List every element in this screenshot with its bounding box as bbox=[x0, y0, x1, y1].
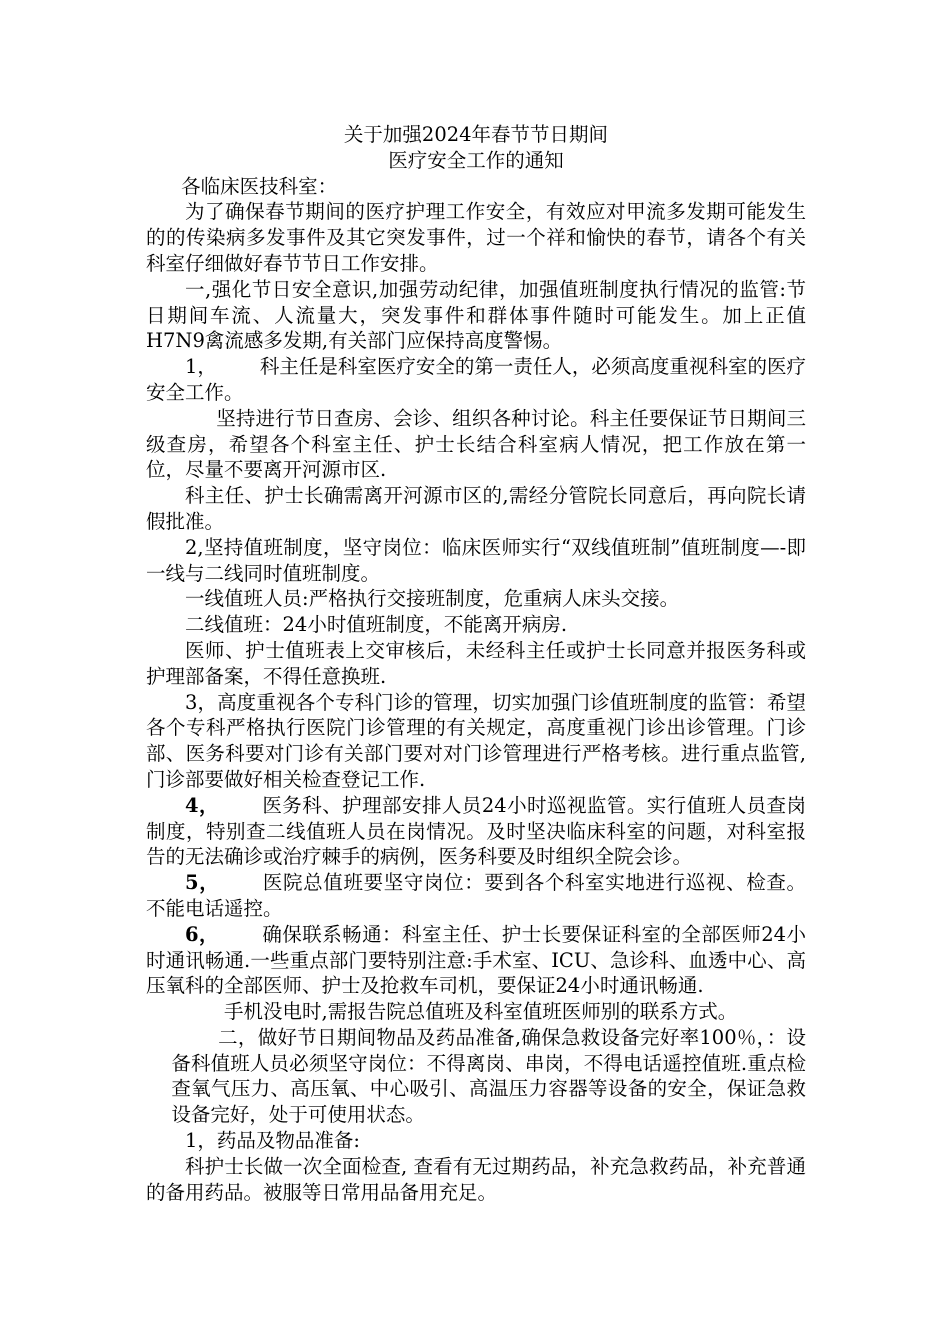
item-5-text: 医院总值班要坚守岗位：要到各个科室实地进行巡视、检查。不能电话遥控。 bbox=[146, 871, 806, 920]
paragraph-item-3: 3，高度重视各个专科门诊的管理，切实加强门诊值班制度的监管：希望各个专科严格执行医院门诊管理的有关规定，高度重视门诊出诊管理。门诊部、医务科要对门诊有关部门要对对门诊管理进行严格考核。进行重点监管,门诊部要做好相关检查登记工作. bbox=[146, 690, 806, 791]
paragraph-section-2-item-1: 1，药品及物品准备: bbox=[185, 1129, 360, 1153]
paragraph-item-6b: 手机没电时,需报告院总值班及科室值班医师别的联系方式。 bbox=[224, 1000, 738, 1024]
item-5-number: 5， bbox=[185, 871, 220, 895]
paragraph-section-2: 二，做好节日期间物品及药品准备,确保急救设备完好率100％，：设备科值班人员必须坚守岗位：不得离岗、串岗，不得电话遥控值班.重点检查氧气压力、高压氧、中心吸引、高温压力容器等设备的安全，保证急救设备完好，处于可使用状态。 bbox=[171, 1025, 806, 1127]
paragraph-item-2: 2,坚持值班制度，坚守岗位：临床医师实行“双线值班制”值班制度—-即一线与二线同时值班制度。 bbox=[146, 535, 806, 585]
item-1-number: 1， bbox=[185, 355, 217, 379]
document-title-line2: 医疗安全工作的通知 bbox=[388, 148, 564, 172]
paragraph-section-1: 一,强化节日安全意识,加强劳动纪律，加强值班制度执行情况的监管:节日期间车流、人流量大，突发事件和群体事件随时可能发生。加上正值H7N9禽流感多发期,有关部门应保持高度警惕。 bbox=[146, 277, 806, 353]
item-6-number: 6， bbox=[185, 922, 219, 946]
item-4-number: 4， bbox=[185, 793, 219, 817]
paragraph-item-2b: 二线值班：24小时值班制度，不能离开病房. bbox=[185, 613, 568, 637]
item-4-text: 医务科、护理部安排人员24小时巡视监管。实行值班人员查岗制度，特别查二线值班人员在岗情况。及时坚决临床科室的问题，对科室报告的无法确诊或治疗棘手的病例，医务科要及时组织全院会诊。 bbox=[146, 793, 806, 869]
paragraph-item-1c: 科主任、护士长确需离开河源市区的,需经分管院长同意后，再向院长请假批准。 bbox=[146, 484, 806, 533]
salutation: 各临床医技科室： bbox=[181, 174, 338, 198]
paragraph-item-1 bbox=[146, 354, 806, 406]
document-body bbox=[146, 122, 806, 1205]
document-title-line1: 关于加强2024年春节节日期间 bbox=[343, 123, 609, 146]
paragraph-item-6 bbox=[146, 922, 806, 999]
item-6-text: 确保联系畅通：科室主任、护士长要保证科室的全部医师24小时通讯畅通.一些重点部门要特别注意:手术室、ICU、急诊科、血透中心、高压氧科的全部医师、护士及抢救车司机，要保证24小时通讯畅通. bbox=[146, 922, 806, 998]
item-1-text: 科主任是科室医疗安全的第一责任人，必须高度重视科室的医疗安全工作。 bbox=[146, 355, 806, 404]
paragraph-section-2-item-1a: 科护士长做一次全面检查, 查看有无过期药品，补充急救药品，补充普通的备用药品。被服等日常用品备用充足。 bbox=[146, 1154, 806, 1204]
paragraph-item-5 bbox=[146, 870, 806, 922]
paragraph-item-2c: 医师、护士值班表上交审核后，未经科主任或护士长同意并报医务科或护理部备案，不得任意换班. bbox=[146, 638, 806, 688]
paragraph-intro: 为了确保春节期间的医疗护理工作安全，有效应对甲流多发期可能发生的的传染病多发事件及其它突发事件，过一个祥和愉快的春节，请各个有关科室仔细做好春节节日工作安排。 bbox=[146, 200, 806, 275]
paragraph-item-4 bbox=[146, 793, 806, 870]
paragraph-item-2a: 一线值班人员:严格执行交接班制度，危重病人床头交接。 bbox=[185, 587, 680, 611]
paragraph-item-1b: 坚持进行节日查房、会诊、组织各种讨论。科主任要保证节日期间三级查房，希望各个科室主任、护士长结合科室病人情况，把工作放在第一位，尽量不要离开河源市区. bbox=[146, 406, 806, 482]
